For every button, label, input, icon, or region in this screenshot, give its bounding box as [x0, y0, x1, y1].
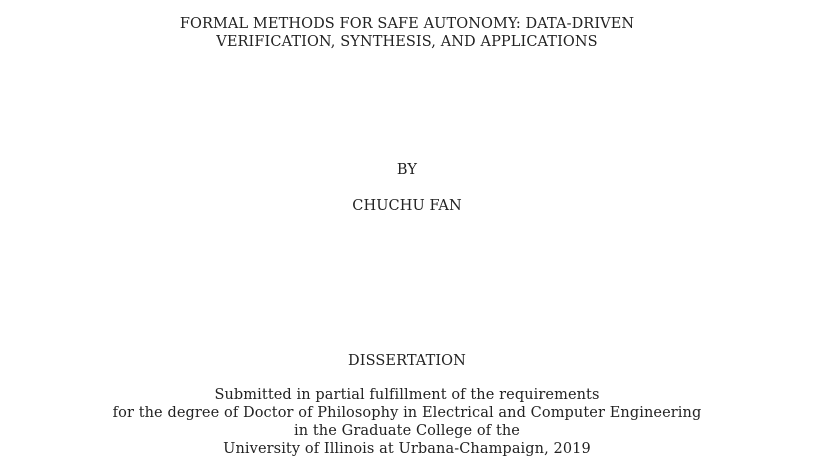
by-label: BY [396, 162, 418, 178]
dissertation-title-line-1: FORMAL METHODS FOR SAFE AUTONOMY: DATA-DRIVEN [179, 16, 635, 32]
submission-statement-line-1: Submitted in partial fulfillment of the requirements [214, 387, 600, 403]
submission-statement-line-4: University of Illinois at Urbana-Champaign, 2019 [223, 441, 591, 457]
dissertation-title-line-2: VERIFICATION, SYNTHESIS, AND APPLICATIONS [216, 34, 598, 50]
document-type: DISSERTATION [348, 353, 466, 369]
author-name: CHUCHU FAN [352, 198, 462, 214]
submission-statement-line-3: in the Graduate College of the [294, 423, 520, 439]
submission-statement-line-2: for the degree of Doctor of Philosophy in Electrical and Computer Engineering [112, 405, 702, 421]
